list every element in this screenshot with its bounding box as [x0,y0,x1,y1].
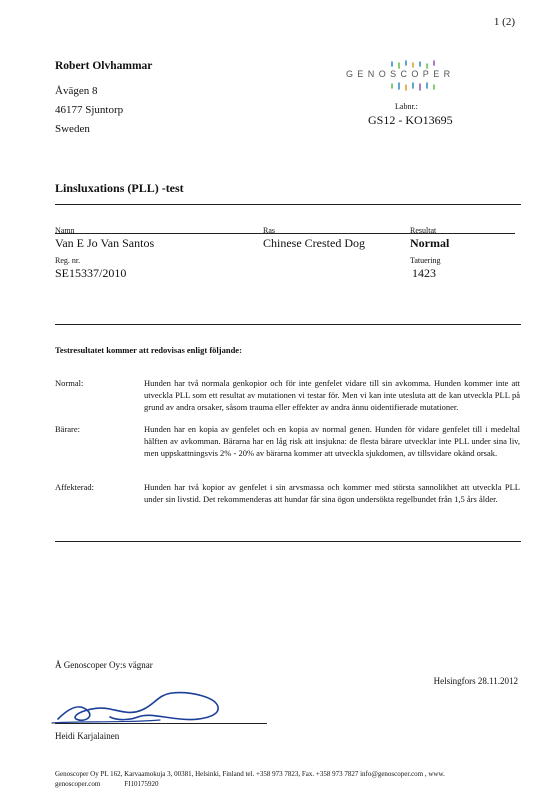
section-heading: Testresultatet kommer att redovisas enligt följande: [55,345,242,355]
term-normal: Normal: [55,378,84,388]
term-affected: Affekterad: [55,482,95,492]
reg-value: SE15337/2010 [55,266,127,280]
footer-line-2: genoscoper.com [55,779,101,788]
breed-value: Chinese Crested Dog [263,236,365,250]
test-title: Linsluxations (PLL) -test [55,181,184,195]
reg-label: Reg. nr. [55,256,81,265]
description-affected: Hunden har två kopior av genfelet i sin arvsmassa och kommer med största sannolikhet att utveckla PLL under sin livstid. Det rekommenderas att hundar får sina ögon undersökta regelbundet från 1,5 års ålder. [144,482,520,504]
page-number: 1 (2) [493,16,515,28]
divider [55,541,521,542]
name-label: Namn [55,226,75,235]
footer-line-1: Genoscoper Oy PL 162, Karvaamokuja 3, 00381, Helsinki, Finland tel. +358 973 7823, Fax. +358 973 7827 info@genoscoper.com , www. [55,770,445,778]
sender-street: Åvägen 8 [55,85,98,97]
tattoo-value: 1423 [412,266,436,280]
term-carrier: Bärare: [55,424,81,434]
sender-address [55,57,152,139]
result-label: Resultat [410,226,437,235]
on-behalf-text: Å Genoscoper Oy:s vägnar [55,660,153,670]
lab-number-label: Labnr.: [395,102,418,111]
sender-country: Sweden [55,123,90,135]
breed-label: Ras [263,226,275,235]
handwritten-signature [40,683,230,728]
genoscoper-logo [346,60,486,94]
tattoo-label: Tatuering [410,256,441,265]
sender-name: Robert Olvhammar [55,60,153,72]
divider [55,324,521,325]
footer-ref: FI10175920 [124,779,159,788]
place-date: Helsingfors 28.11.2012 [433,676,518,686]
result-value: Normal [410,236,450,250]
logo-wordmark: GENOSCOPER [346,69,455,79]
footer-contact [55,770,521,789]
signature-line [55,723,267,724]
sender-city: 46177 Sjuntorp [55,104,124,116]
description-normal: Hunden har två normala genkopior och för inte genfelet vidare till sin avkomma. Hunden kommer inte att utveckla PLL som ett resultat av mutationen vi testar för. Men vi kan inte utesluta att de kan utveckla PLL på grund av andra orsaker, såsom trauma eller effekter av andra ännu oidentifierade mutationer. [144,378,520,412]
divider [55,204,521,205]
description-carrier: Hunden har en kopia av genfelet och en kopia av normal genen. Hunden för vidare genfelet till i medeltal hälften av avkomman. Bärarna har en låg risk att insjukna: de flesta bärare utvecklar inte PLL under sina liv, men uppskattningsvis 2% - 20% av bärarna kommer att utveckla sjukdomen, av tillsvidare okänd orsak. [144,424,520,458]
signer-name: Heidi Karjalainen [55,731,120,741]
lab-number-value: GS12 - KO13695 [368,113,453,127]
name-value: Van E Jo Van Santos [55,236,155,250]
divider [55,233,515,234]
